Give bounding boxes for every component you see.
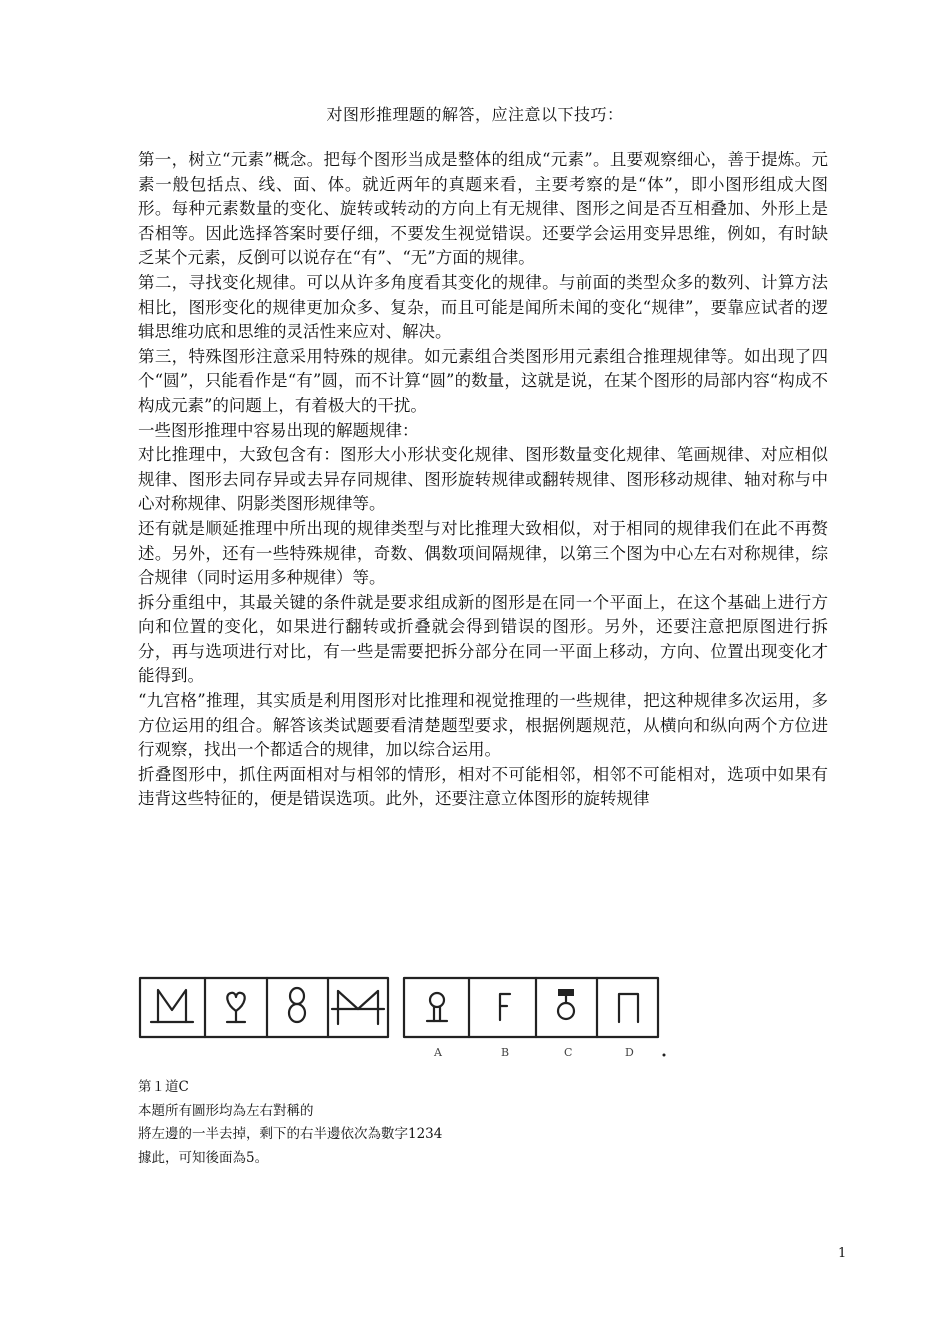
option-label: B <box>501 1046 510 1059</box>
option-label: D <box>625 1046 634 1059</box>
paragraph: 第三，特殊图形注意采用特殊的规律。如元素组合类图形用元素组合推理规律等。如出现了四个“圆”，只能看作是“有”圆，而不计算“圆”的数量，这就是说，在某个图形的局部内容“构成不构成元素”的问题上，有着极大的干扰。 <box>138 346 828 415</box>
paragraph: 拆分重组中，其最关键的条件就是要求组成新的图形是在同一个平面上，在这个基础上进行方向和位置的变化，如果进行翻转或折叠就会得到错误的图形。另外，还要注意把原图进行拆分，再与选项进行对比，有一些是需要把拆分部分在同一平面上移动，方向、位置出现变化才能得到。 <box>138 592 828 686</box>
answer-line: 據此，可知後面為5。 <box>138 1149 269 1166</box>
paragraph: 第一，树立“元素”概念。把每个图形当成是整体的组成“元素”。且要观察细心，善于提炼。元素一般包括点、线、面、体。就近两年的真题来看，主要考察的是“体”，即小图形组成大图形。每种元素数量的变化、旋转或转动的方向上有无规律、图形之间是否互相叠加、外形上是否相等。因此选择答案时要仔细，不要发生视觉错误。还要学会运用变异思维，例如，有时缺乏某个元素，反倒可以说存在“有”、“无”方面的规律。 <box>138 150 828 268</box>
option-c-icon[interactable] <box>558 989 574 1019</box>
answer-line: 本題所有圖形均為左右對稱的 <box>138 1102 314 1119</box>
answer-line: 第１道C <box>138 1079 189 1095</box>
option-b-icon[interactable] <box>500 994 510 1020</box>
paragraph: “九宫格”推理，其实质是利用图形对比推理和视觉推理的一些规律，把这种规律多次运用，多方位运用的组合。解答该类试题要看清楚题型要求，根据例题规范，从横向和纵向两个方位进行观察，找出一个都适合的规律，加以综合运用。 <box>138 691 828 760</box>
answer-explanation <box>138 1076 442 1170</box>
paragraph: 第二，寻找变化规律。可以从许多角度看其变化的规律。与前面的类型众多的数列、计算方法相比，图形变化的规律更加众多、复杂，而且可能是闻所未闻的变化“规律”，要靠应试者的逻辑思维功底和思维的灵活性来应对、解决。 <box>138 272 828 342</box>
option-d-icon[interactable] <box>619 994 638 1022</box>
figure-reasoning-diagram <box>138 976 678 1066</box>
option-label: A <box>434 1046 442 1059</box>
paragraph: 一些图形推理中容易出现的解题规律： <box>138 420 419 440</box>
question-box <box>140 978 388 1037</box>
figure-eight-icon <box>289 988 305 1022</box>
m-shape-icon <box>151 990 193 1022</box>
page-title: 对图形推理题的解答，应注意以下技巧： <box>326 105 624 124</box>
body-text <box>138 148 828 812</box>
answer-line: 將左邊的一半去掉，剩下的右半邊依次為數字1234 <box>138 1126 443 1142</box>
paragraph-mark-icon <box>663 1054 666 1057</box>
heart-stand-icon <box>227 993 245 1022</box>
mirrored-four-icon <box>332 991 384 1024</box>
option-a-icon[interactable] <box>427 993 447 1021</box>
question-figure <box>138 976 678 1070</box>
option-label: C <box>564 1046 573 1059</box>
paragraph: 折叠图形中，抓住两面相对与相邻的情形，相对不可能相邻，相邻不可能相对，选项中如果有违背这些特征的，便是错误选项。此外，还要注意立体图形的旋转规律 <box>138 764 828 809</box>
page-number: 1 <box>838 1246 847 1261</box>
paragraph: 对比推理中，大致包含有：图形大小形状变化规律、图形数量变化规律、笔画规律、对应相似规律、图形去同存异或去异存同规律、图形旋转规律或翻转规律、图形移动规律、轴对称与中心对称规律、阴影类图形规律等。 <box>138 445 828 514</box>
paragraph: 还有就是顺延推理中所出现的规律类型与对比推理大致相似，对于相同的规律我们在此不再赘述。另外，还有一些特殊规律，奇数、偶数项间隔规律，以第三个图为中心左右对称规律，综合规律（同时运用多种规律）等。 <box>138 518 828 588</box>
